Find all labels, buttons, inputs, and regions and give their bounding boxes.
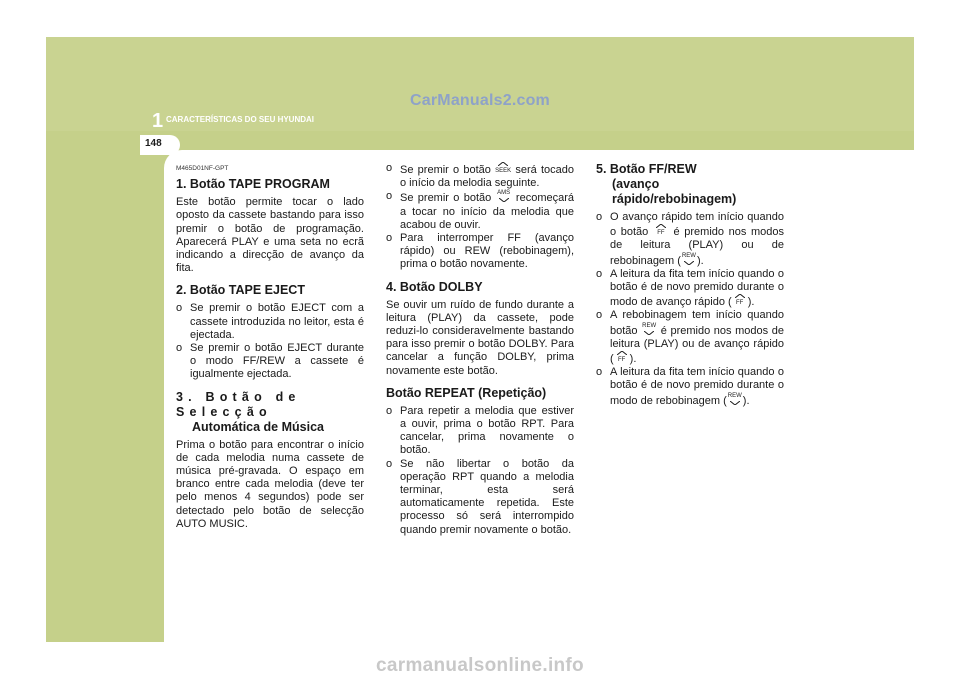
list-item: o Para repetir a melodia que estiver a ouvir, prima o botão RPT. Para cancelar, prima novamente o botão. xyxy=(386,404,574,457)
paragraph-auto-music: Prima o botão para encontrar o início de cada melodia numa cassete de música pré-gravada. O espaço em branco entre cada melodia (deve ter pelo menos 4 segundos) pode ser detectado pelo botão de selecção AUTO MUSIC. xyxy=(176,438,364,530)
bullet: o xyxy=(176,302,183,315)
ams-icon: AMS xyxy=(496,190,512,203)
list-item: o Se não libertar o botão da operação RPT quando a melodia terminar, esta será automaticamente repetida. Este processo só será interrompido quando premir novamente o botão. xyxy=(386,457,574,536)
list-item: o Se premir o botão SEEK será tocado o início da melodia seguinte. xyxy=(386,162,574,190)
bullet: o xyxy=(176,342,183,355)
paragraph-dolby: Se ouvir um ruído de fundo durante a leitura (PLAY) da cassete, pode reduzi-lo consideravelmente bastando para isso premir o botão DOLBY. Para cancelar a função DOLBY, prima novamente este botão. xyxy=(386,298,574,377)
watermark-top: CarManuals2.com xyxy=(410,92,550,109)
chapter-title: CARACTERÍSTICAS DO SEU HYUNDAI xyxy=(166,115,315,124)
chapter-number: 1 xyxy=(152,110,164,132)
ff-icon: FF xyxy=(653,224,669,237)
section-code: M465D01NF-GPT xyxy=(176,165,229,172)
list-item: o A rebobinagem tem início quando botão REW é premido nos modos de leitura (PLAY) ou de avanço rápido ( FF ). xyxy=(596,309,784,366)
rew-icon: REW xyxy=(727,393,743,406)
heading-repeat: Botão REPEAT (Repetição) xyxy=(386,385,547,400)
list-item: o Para interromper FF (avanço rápido) ou REW (rebobinagem), prima o botão novamente. xyxy=(386,232,574,271)
watermark-bottom: carmanualsonline.info xyxy=(376,655,584,676)
list-item: o A leitura da fita tem início quando o botão é de novo premido durante o modo de rebobinagem ( REW ). xyxy=(596,366,784,407)
list-seek xyxy=(386,162,574,272)
list-item: o Se premir o botão EJECT com a cassete introduzida no leitor, esta é ejectada. xyxy=(176,302,364,341)
list-item: o Se premir o botão AMS recomeçará a tocar no início da melodia que acabou de ouvir. xyxy=(386,190,574,231)
column-2 xyxy=(386,162,574,545)
list-item: o Se premir o botão EJECT durante o modo FF/REW a cassete é igualmente ejectada. xyxy=(176,342,364,381)
list-ff-rew xyxy=(596,211,784,408)
rew-icon: REW xyxy=(641,323,657,336)
ff-icon: FF xyxy=(732,294,748,307)
column-1 xyxy=(176,162,364,539)
heading-ff-rew: 5. Botão FF/REW (avanço rápido/rebobinagem) xyxy=(596,162,737,206)
heading-tape-eject: 2. Botão TAPE EJECT xyxy=(176,283,305,298)
rew-icon: REW xyxy=(681,253,697,266)
heading-tape-program: 1. Botão TAPE PROGRAM xyxy=(176,177,330,192)
list-tape-eject xyxy=(176,302,364,381)
column-3 xyxy=(596,162,784,416)
list-repeat xyxy=(386,405,574,537)
heading-auto-music: 3. Botão de Selecção Automática de Música xyxy=(176,389,324,434)
list-item: o A leitura da fita tem início quando o botão é de novo premido durante o modo de avanço rápido ( FF ). xyxy=(596,267,784,309)
paragraph-tape-program: Este botão permite tocar o lado oposto da cassete bastando para isso premir o botão de programação. Aparecerá PLAY e uma seta no ecrã indicando a direcção de avanço da fita. xyxy=(176,196,364,275)
ff-icon: FF xyxy=(614,351,630,364)
page-number: 148 xyxy=(145,138,162,149)
seek-icon: SEEK xyxy=(495,162,511,175)
heading-dolby: 4. Botão DOLBY xyxy=(386,279,483,294)
list-item: o O avanço rápido tem início quando o botão FF é premido nos modos de leitura (PLAY) ou de rebobinagem ( REW ). xyxy=(596,211,785,267)
